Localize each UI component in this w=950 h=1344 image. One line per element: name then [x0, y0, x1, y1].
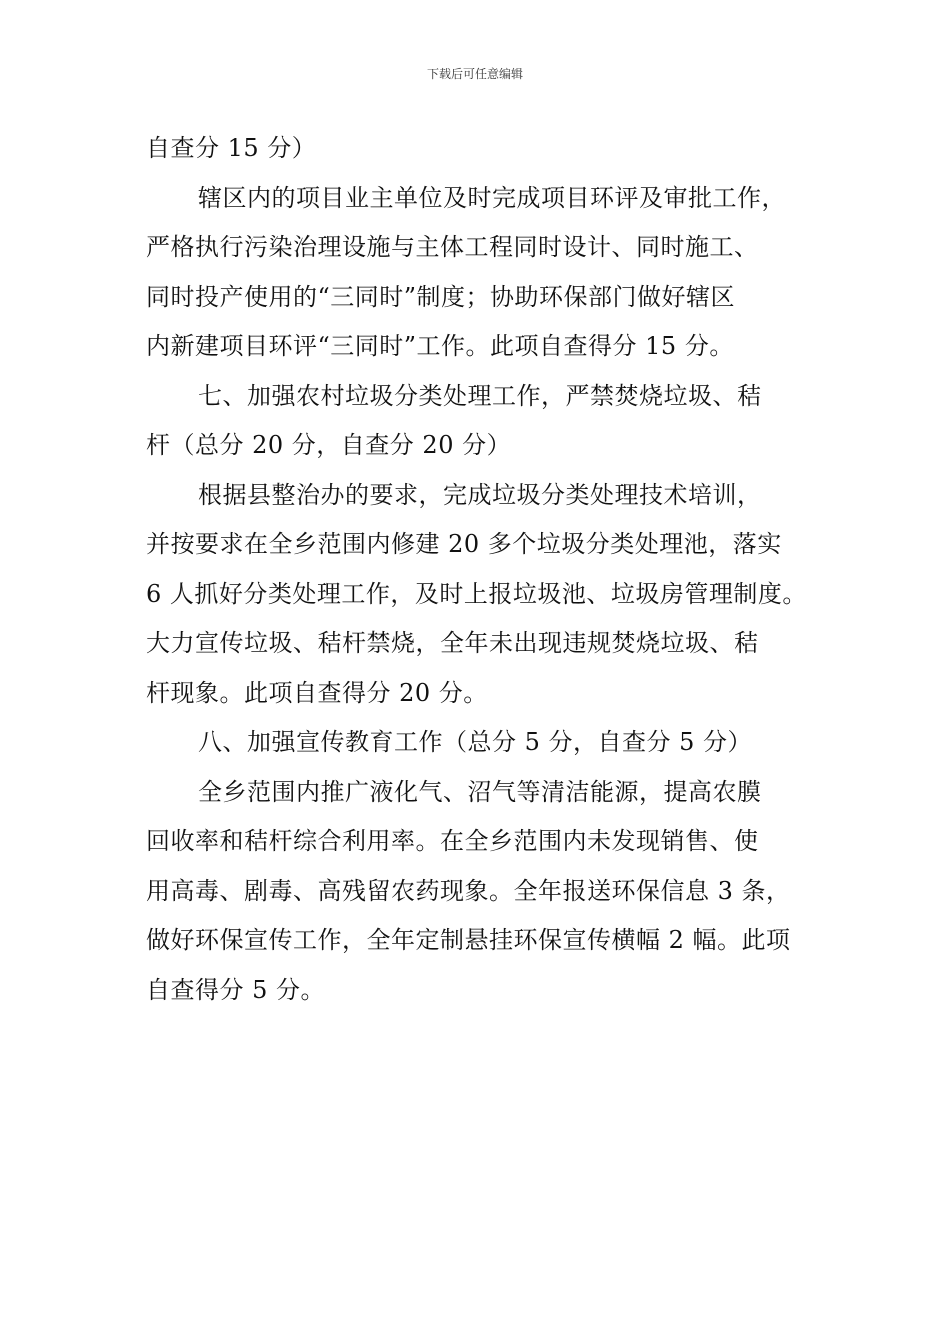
text-line: 全乡范围内推广液化气、沼气等清洁能源，提高农膜: [198, 777, 762, 806]
text-line: 严格执行污染治理设施与主体工程同时设计、同时施工、: [146, 233, 759, 261]
text-line: 辖区内的项目业主单位及时完成项目环评及审批工作，: [198, 183, 786, 212]
text-line: 根据县整治办的要求，完成垃圾分类处理技术培训，: [198, 480, 762, 509]
text-line: 自查分 15 分）: [146, 134, 317, 162]
page-header: 下载后可任意编辑: [426, 67, 523, 81]
text-line: 内新建项目环评“三同时”工作。此项自查得分 15 分。: [146, 332, 734, 360]
document-body: [146, 124, 836, 1015]
text-line: 大力宣传垃圾、秸杆禁烧，全年未出现违规焚烧垃圾、秸: [146, 629, 759, 657]
section-heading-line: 八、加强宣传教育工作（总分 5 分，自查分 5 分）: [198, 728, 753, 756]
text-line: 6 人抓好分类处理工作，及时上报垃圾池、垃圾房管理制度。: [146, 579, 807, 608]
text-line: 用高毒、剧毒、高残留农药现象。全年报送环保信息 3 条，: [146, 876, 791, 905]
text-line: 并按要求在全乡范围内修建 20 多个垃圾分类处理池，落实: [146, 530, 782, 558]
section-heading-line: 七、加强农村垃圾分类处理工作，严禁焚烧垃圾、秸: [198, 381, 762, 410]
text-line: 自查得分 5 分。: [146, 975, 326, 1004]
text-line: 做好环保宣传工作，全年定制悬挂环保宣传横幅 2 幅。此项: [146, 926, 791, 954]
text-line: 同时投产使用的“三同时”制度；协助环保部门做好辖区: [146, 282, 736, 311]
section-heading-line: 杆（总分 20 分，自查分 20 分）: [146, 431, 512, 459]
text-line: 杆现象。此项自查得分 20 分。: [146, 678, 488, 707]
text-line: 回收率和秸杆综合利用率。在全乡范围内未发现销售、使: [146, 827, 759, 855]
